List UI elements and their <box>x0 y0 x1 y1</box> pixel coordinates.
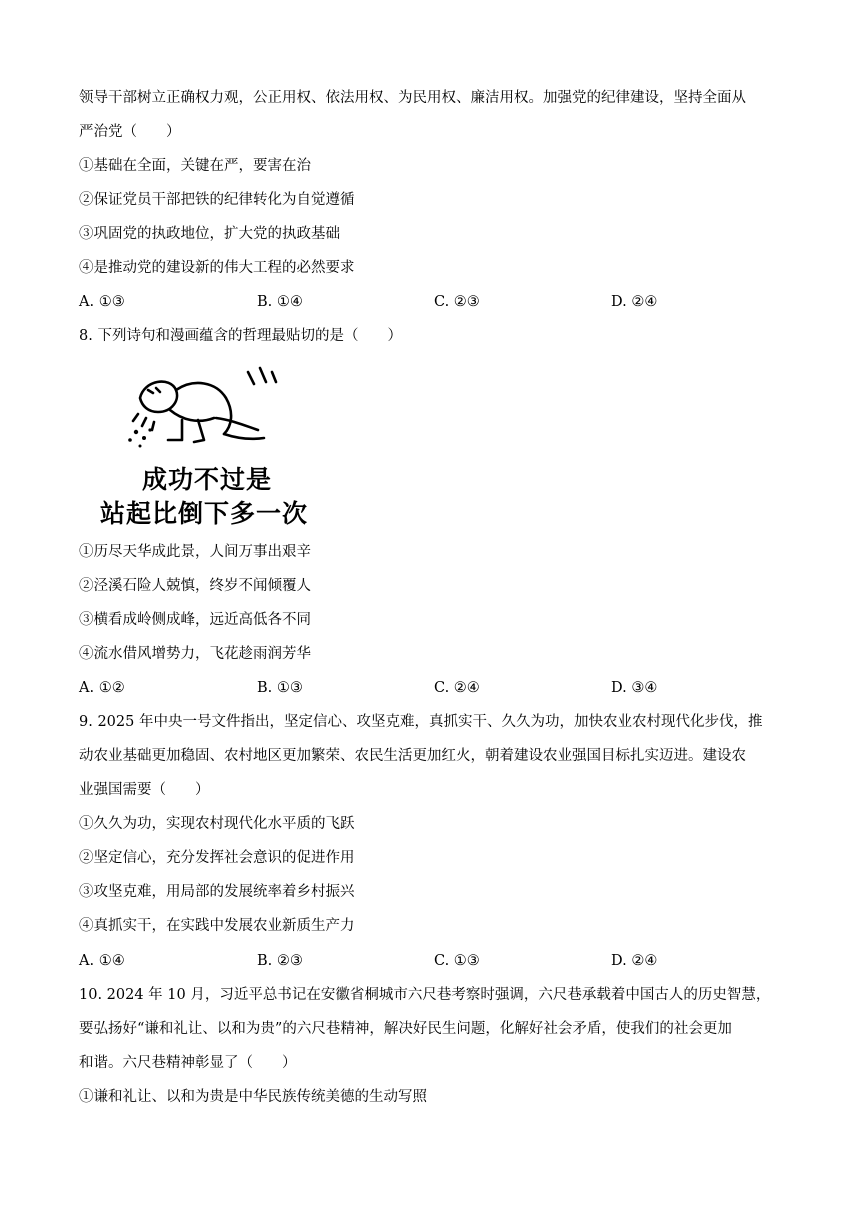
q9-option-d: D. ②④ <box>611 953 658 969</box>
q9-option-b: B. ②③ <box>257 953 303 969</box>
cartoon-image <box>98 360 348 530</box>
q8-option-b: B. ①③ <box>257 680 303 696</box>
q10-item-1: ①谦和礼让、以和为贵是中华民族传统美德的生动写照 <box>79 1089 427 1105</box>
q10-stem-line1: 10. 2024 年 10 月，习近平总书记在安徽省桐城市六尺巷考察时强调，六尺巷承载着中国古人的历史智慧， <box>79 987 771 1003</box>
q9-item-3: ③攻坚克难，用局部的发展统率着乡村振兴 <box>79 884 355 900</box>
q9-item-1: ①久久为功，实现农村现代化水平质的飞跃 <box>79 816 355 832</box>
q8-options <box>79 677 799 699</box>
q9-option-a: A. ①④ <box>79 953 125 969</box>
q7-stem-line1: 领导干部树立正确权力观，公正用权、依法用权、为民用权、廉洁用权。加强党的纪律建设，坚持全面从 <box>79 90 746 106</box>
q7-item-4: ④是推动党的建设新的伟大工程的必然要求 <box>79 260 355 276</box>
q10-stem-line2: 要弘扬好“谦和礼让、以和为贵”的六尺巷精神，解决好民生问题，化解好社会矛盾，使我们的社会更加 <box>79 1021 732 1037</box>
q9-stem-line3: 业强国需要（ ） <box>79 782 210 798</box>
q7-option-c: C. ②③ <box>434 294 480 310</box>
q8-option-c: C. ②④ <box>434 680 480 696</box>
q8-stem: 8. 下列诗句和漫画蕴含的哲理最贴切的是（ ） <box>79 328 402 344</box>
q8-item-3: ③横看成岭侧成峰，远近高低各不同 <box>79 612 311 628</box>
q7-item-1: ①基础在全面，关键在严，要害在治 <box>79 158 311 174</box>
q7-stem-line2: 严治党（ ） <box>79 124 181 140</box>
q9-options <box>79 950 799 972</box>
q7-option-a: A. ①③ <box>79 294 125 310</box>
q9-stem-line1: 9. 2025 年中央一号文件指出，坚定信心、攻坚克难，真抓实干、久久为功，加快农业农村现代化步伐，推 <box>79 714 763 730</box>
q10-stem-line3: 和谐。六尺巷精神彰显了（ ） <box>79 1055 297 1071</box>
q7-item-2: ②保证党员干部把铁的纪律转化为自觉遵循 <box>79 192 355 208</box>
q9-stem-line2: 动农业基础更加稳固、农村地区更加繁荣、农民生活更加红火，朝着建设农业强国目标扎实迈进。建设农 <box>79 748 746 764</box>
q7-item-3: ③巩固党的执政地位，扩大党的执政基础 <box>79 226 340 242</box>
q7-option-d: D. ②④ <box>611 294 658 310</box>
q9-item-4: ④真抓实干，在实践中发展农业新质生产力 <box>79 918 355 934</box>
cartoon-caption-line2: 站起比倒下多一次 <box>100 499 309 528</box>
q9-item-2: ②坚定信心，充分发挥社会意识的促进作用 <box>79 850 355 866</box>
q8-item-4: ④流水借风增势力，飞花趁雨润芳华 <box>79 646 311 662</box>
q8-item-2: ②泾溪石险人兢慎，终岁不闻倾覆人 <box>79 578 311 594</box>
q8-option-d: D. ③④ <box>611 680 658 696</box>
q7-option-b: B. ①④ <box>257 294 303 310</box>
q8-option-a: A. ①② <box>79 680 125 696</box>
cartoon-caption-line1: 成功不过是 <box>142 465 273 494</box>
q8-item-1: ①历尽天华成此景，人间万事出艰辛 <box>79 544 311 560</box>
q7-options <box>79 291 799 313</box>
q9-option-c: C. ①③ <box>434 953 480 969</box>
